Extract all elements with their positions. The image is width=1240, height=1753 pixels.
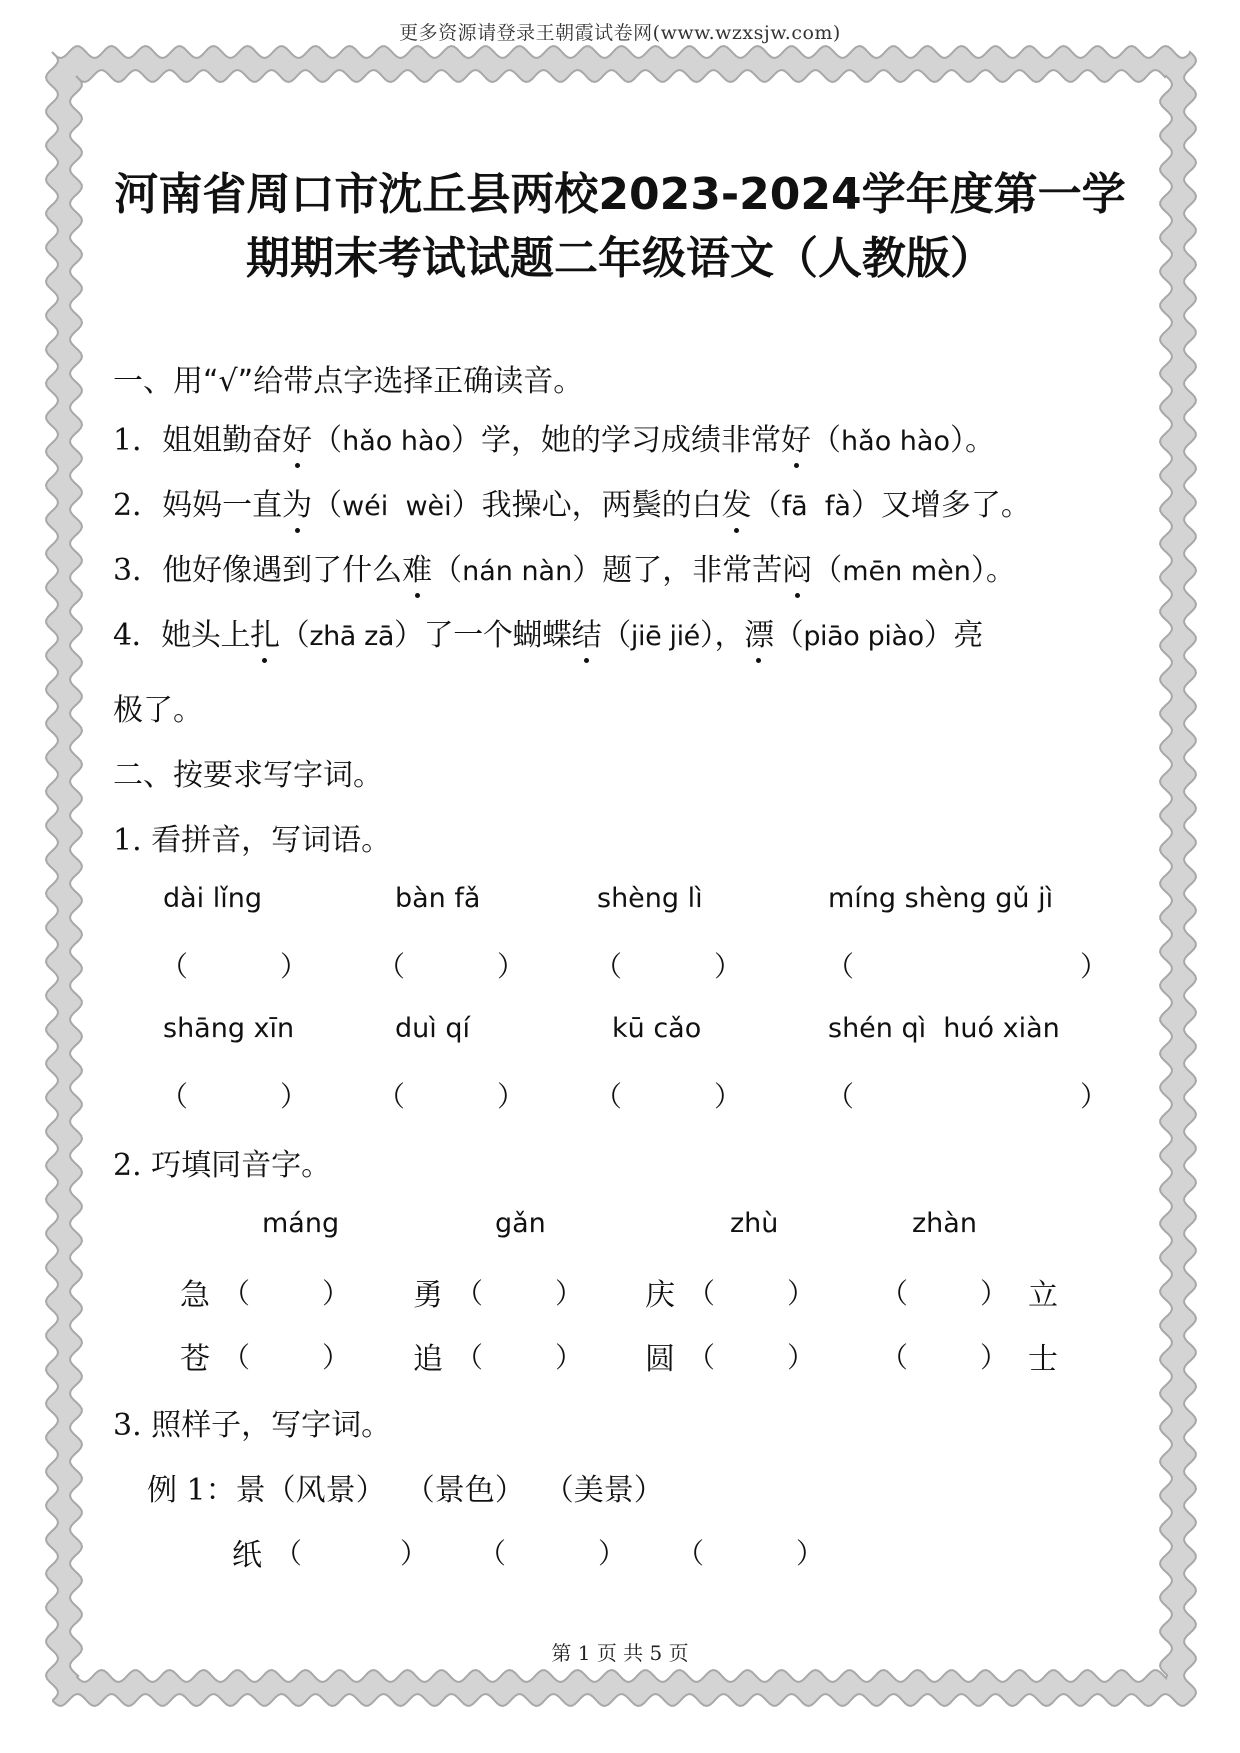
subsection-2-label: 2. 巧填同音字。	[113, 1148, 332, 1183]
answer-blank-close: ）	[400, 1537, 429, 1570]
pinyin-options: wéi wèi	[342, 491, 452, 522]
answer-blank-open: （	[687, 1341, 716, 1374]
page-title-line-2: 期期末考试试题二年级语文（人教版）	[246, 233, 994, 284]
pinyin-options: mēn mèn	[842, 556, 971, 587]
answer-blank-open: （	[377, 950, 406, 983]
answer-blank-close: ）	[322, 1277, 351, 1310]
homophone-char: 士	[1028, 1342, 1058, 1377]
answer-blank-open: （	[160, 1080, 189, 1113]
pinyin-options: hǎo hào	[342, 426, 452, 457]
dotted-char: 结	[572, 610, 602, 654]
question-1: 1．姐姐勤奋好（hǎo hào）学，她的学习成绩非常好（hǎo hào）。	[113, 415, 995, 459]
pinyin-word: míng shèng gǔ jì	[828, 883, 1054, 914]
pinyin-options: nán nàn	[462, 556, 573, 587]
dotted-char: 好	[781, 415, 811, 459]
pinyin-word: máng	[262, 1208, 340, 1239]
homophone-char: 追	[413, 1342, 443, 1377]
answer-blank-close: ）	[555, 1277, 584, 1310]
question-4: 4．她头上扎（zhā zā）了一个蝴蝶结（jiē jié），漂（piāo piào）亮	[113, 610, 983, 654]
pinyin-options: piāo piào	[803, 621, 924, 652]
pinyin-options: jiē jié	[630, 621, 700, 652]
page-number-footer: 第 1 页 共 5 页	[551, 1641, 689, 1665]
answer-blank-open: （	[455, 1341, 484, 1374]
answer-blank-close: ）	[714, 950, 743, 983]
pinyin-options: fā fà	[781, 491, 851, 522]
answer-blank-close: ）	[322, 1341, 351, 1374]
question-2: 2．妈妈一直为（wéi wèi）我操心，两鬓的白发（fā fà）又增多了。	[113, 480, 1031, 524]
section-2-heading: 二、按要求写字词。	[113, 758, 383, 793]
pinyin-word: kū cǎo	[612, 1013, 702, 1044]
answer-blank-close: ）	[1080, 1080, 1109, 1113]
answer-blank-open: （	[455, 1277, 484, 1310]
answer-blank-close: ）	[497, 1080, 526, 1113]
subsection-1-label: 1. 看拼音，写词语。	[113, 823, 392, 858]
answer-blank-close: ）	[787, 1341, 816, 1374]
dotted-char: 好	[282, 415, 312, 459]
pinyin-word: zhù	[730, 1208, 779, 1239]
answer-blank-open: （	[826, 1080, 855, 1113]
answer-blank-close: ）	[980, 1341, 1009, 1374]
answer-blank-open: （	[826, 950, 855, 983]
answer-blank-close: ）	[1080, 950, 1109, 983]
answer-blank-close: ）	[787, 1277, 816, 1310]
homophone-char: 苍	[180, 1342, 210, 1377]
answer-blank-open: （	[222, 1341, 251, 1374]
dotted-char: 难	[402, 545, 432, 589]
example-line: 例 1：景（风景） （景色） （美景）	[147, 1473, 664, 1508]
dotted-char: 漂	[744, 610, 774, 654]
answer-blank-close: ）	[497, 950, 526, 983]
homophone-char: 庆	[645, 1278, 675, 1313]
answer-blank-open: （	[880, 1341, 909, 1374]
answer-blank-open: （	[478, 1537, 507, 1570]
dotted-char: 发	[722, 480, 752, 524]
homophone-char: 急	[180, 1278, 210, 1313]
dotted-char: 扎	[250, 610, 280, 654]
answer-blank-close: ）	[796, 1537, 825, 1570]
pinyin-word: shèng lì	[597, 883, 703, 914]
pinyin-options: hǎo hào	[841, 426, 950, 457]
pinyin-word: shāng xīn	[163, 1013, 295, 1044]
answer-blank-close: ）	[555, 1341, 584, 1374]
answer-blank-open: （	[676, 1537, 705, 1570]
pinyin-word: duì qí	[395, 1013, 470, 1044]
section-1-heading: 一、用“√”给带点字选择正确读音。	[113, 364, 584, 399]
header-banner: 更多资源请登录王朝霞试卷网(www.wzxsjw.com)	[399, 22, 841, 44]
question-3: 3．他好像遇到了什么难（nán nàn）题了，非常苦闷（mēn mèn）。	[113, 545, 1016, 589]
answer-blank-close: ）	[280, 1080, 309, 1113]
homophone-char: 立	[1028, 1278, 1058, 1313]
question-4-continued: 极了。	[113, 693, 203, 728]
answer-blank-open: （	[222, 1277, 251, 1310]
pinyin-word: gǎn	[495, 1208, 546, 1239]
answer-blank-open: （	[274, 1537, 303, 1570]
pinyin-word: dài lǐng	[163, 883, 263, 914]
pinyin-options: zhā zā	[309, 621, 395, 652]
answer-blank-open: （	[880, 1277, 909, 1310]
answer-blank-close: ）	[980, 1277, 1009, 1310]
answer-blank-open: （	[377, 1080, 406, 1113]
answer-blank-open: （	[594, 950, 623, 983]
answer-blank-close: ）	[280, 950, 309, 983]
pinyin-word: zhàn	[912, 1208, 977, 1239]
dotted-char: 为	[282, 480, 312, 524]
pinyin-word: shén qì huó xiàn	[828, 1013, 1060, 1044]
pinyin-word: bàn fǎ	[395, 883, 481, 914]
page-title-line-1: 河南省周口市沈丘县两校2023-2024学年度第一学	[114, 169, 1126, 220]
answer-blank-open: （	[594, 1080, 623, 1113]
answer-blank-close: ）	[714, 1080, 743, 1113]
dotted-char: 闷	[782, 545, 812, 589]
answer-blank-close: ）	[598, 1537, 627, 1570]
homophone-char: 圆	[645, 1342, 675, 1377]
subsection-3-label: 3. 照样子，写字词。	[113, 1408, 392, 1443]
homophone-char: 勇	[413, 1278, 443, 1313]
task-char: 纸	[232, 1538, 262, 1573]
answer-blank-open: （	[160, 950, 189, 983]
answer-blank-open: （	[687, 1277, 716, 1310]
